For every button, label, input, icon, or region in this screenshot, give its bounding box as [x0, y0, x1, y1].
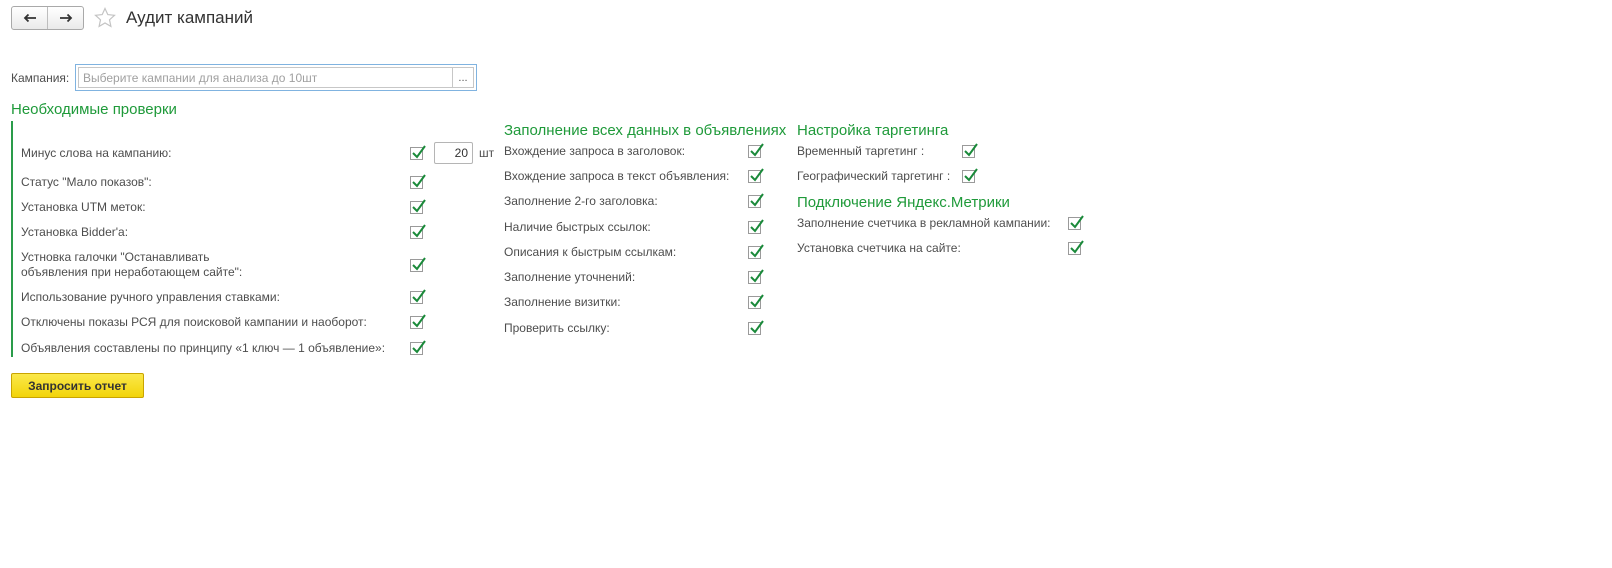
section-ads-title: Заполнение всех данных в объявлениях: [504, 122, 787, 139]
check-label-vcard: Заполнение визитки:: [504, 295, 621, 309]
checkbox-check-link[interactable]: [748, 322, 761, 335]
navigation-buttons: [11, 6, 84, 30]
checkbox-query-in-title[interactable]: [748, 145, 761, 158]
checkmark-icon: [411, 314, 426, 329]
check-label-query-in-title: Вхождение запроса в заголовок:: [504, 144, 686, 158]
campaign-input[interactable]: [78, 67, 453, 88]
star-icon: [93, 6, 117, 30]
check-label-sitelinks: Наличие быстрых ссылок:: [504, 220, 651, 234]
check-label-geo-targeting: Географический таргетинг :: [797, 169, 951, 183]
checkbox-counter-on-site[interactable]: [1068, 242, 1081, 255]
check-label-minus-words: Минус слова на кампанию:: [21, 146, 172, 160]
forward-button[interactable]: [47, 7, 83, 29]
checkbox-query-in-text[interactable]: [748, 170, 761, 183]
checkmark-icon: [749, 219, 764, 234]
check-label-rsya: Отключены показы РСЯ для поисковой кампании и наоборот:: [21, 315, 367, 329]
request-report-button[interactable]: Запросить отчет: [11, 373, 144, 398]
check-label-one-key-one-ad: Объявления составлены по принципу «1 ключ — 1 объявление»:: [21, 341, 386, 355]
checkmark-icon: [411, 199, 426, 214]
arrow-left-icon: [23, 13, 37, 23]
checkmark-icon: [749, 294, 764, 309]
check-label-low-impressions: Статус "Мало показов":: [21, 175, 152, 189]
check-label-callouts: Заполнение уточнений:: [504, 270, 636, 284]
checkmark-icon: [749, 168, 764, 183]
check-label-utm: Установка UTM меток:: [21, 200, 146, 214]
section-targeting-title: Настройка таргетинга: [797, 122, 949, 139]
checkmark-icon: [411, 224, 426, 239]
check-label-manual-bids: Использование ручного управления ставками:: [21, 290, 280, 304]
checkbox-vcard[interactable]: [748, 296, 761, 309]
minus-words-unit: шт: [479, 146, 495, 160]
checkbox-sitelinks[interactable]: [748, 221, 761, 234]
page-title: Аудит кампаний: [126, 8, 254, 27]
back-button[interactable]: [12, 7, 47, 29]
checkbox-geo-targeting[interactable]: [962, 170, 975, 183]
check-label-check-link: Проверить ссылку:: [504, 321, 610, 335]
check-label-stop-ads-line1: Устновка галочки "Останавливать: [21, 250, 210, 264]
checkmark-icon: [749, 143, 764, 158]
favorite-button[interactable]: [93, 6, 117, 30]
checkbox-one-key-one-ad[interactable]: [410, 342, 423, 355]
minus-words-count-input[interactable]: 20: [434, 142, 473, 164]
group-divider: [11, 121, 13, 357]
checkbox-bidder[interactable]: [410, 226, 423, 239]
check-label-bidder: Установка Bidder'a:: [21, 225, 129, 239]
checkbox-minus-words[interactable]: [410, 147, 423, 160]
checkmark-icon: [411, 145, 426, 160]
checkbox-rsya[interactable]: [410, 316, 423, 329]
check-label-time-targeting: Временный таргетинг :: [797, 144, 925, 158]
checkmark-icon: [963, 168, 978, 183]
checkbox-callouts[interactable]: [748, 271, 761, 284]
check-label-counter-on-site: Установка счетчика на сайте:: [797, 241, 961, 255]
section-required-title: Необходимые проверки: [11, 101, 177, 118]
checkbox-low-impressions[interactable]: [410, 176, 423, 189]
checkmark-icon: [411, 340, 426, 355]
check-label-counter-in-campaign: Заполнение счетчика в рекламной кампании:: [797, 216, 1051, 230]
checkmark-icon: [749, 320, 764, 335]
campaign-field: [75, 64, 477, 91]
checkmark-icon: [1069, 240, 1084, 255]
campaign-select-button[interactable]: ...: [453, 67, 474, 88]
check-label-query-in-text: Вхождение запроса в текст объявления:: [504, 169, 730, 183]
checkmark-icon: [1069, 215, 1084, 230]
check-label-second-title: Заполнение 2-го заголовка:: [504, 194, 658, 208]
check-label-stop-ads-line2: объявления при неработающем сайте":: [21, 265, 243, 279]
checkmark-icon: [749, 244, 764, 259]
checkbox-manual-bids[interactable]: [410, 291, 423, 304]
checkbox-time-targeting[interactable]: [962, 145, 975, 158]
check-label-sitelink-descriptions: Описания к быстрым ссылкам:: [504, 245, 677, 259]
section-metrika-title: Подключение Яндекс.Метрики: [797, 194, 1010, 211]
checkmark-icon: [411, 289, 426, 304]
checkmark-icon: [963, 143, 978, 158]
campaign-label: Кампания:: [11, 71, 70, 85]
checkbox-second-title[interactable]: [748, 195, 761, 208]
checkbox-utm[interactable]: [410, 201, 423, 214]
checkmark-icon: [411, 257, 426, 272]
checkbox-stop-ads[interactable]: [410, 259, 423, 272]
arrow-right-icon: [59, 13, 73, 23]
checkmark-icon: [411, 174, 426, 189]
checkmark-icon: [749, 193, 764, 208]
checkmark-icon: [749, 269, 764, 284]
checkbox-sitelink-descriptions[interactable]: [748, 246, 761, 259]
checkbox-counter-in-campaign[interactable]: [1068, 217, 1081, 230]
